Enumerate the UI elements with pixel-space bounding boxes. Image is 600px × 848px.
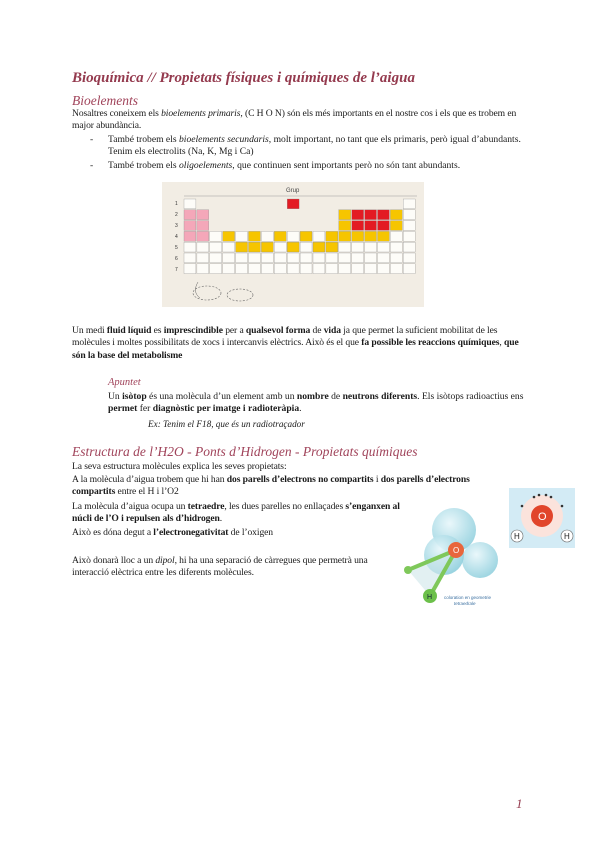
element-cell bbox=[378, 253, 390, 263]
element-cell bbox=[249, 264, 261, 274]
element-cell bbox=[261, 253, 273, 263]
element-cell bbox=[390, 210, 402, 220]
element-cell bbox=[274, 231, 286, 241]
element-cell bbox=[223, 231, 235, 241]
text-run: i bbox=[373, 474, 381, 485]
term-imprescindible: imprescindible bbox=[163, 325, 223, 336]
element-cell bbox=[390, 264, 402, 274]
element-cell bbox=[184, 199, 196, 209]
term-qualsevol-forma: qualsevol forma bbox=[245, 325, 311, 336]
element-cell bbox=[313, 253, 325, 263]
bullet-oligoelements bbox=[108, 160, 528, 172]
water-molecule-figure bbox=[398, 500, 510, 610]
term-enganxen: s’enganxen al núcli de l’O i repulsen als d’hidrogen bbox=[72, 501, 400, 525]
element-cell bbox=[261, 231, 273, 241]
period-label: 3 bbox=[175, 223, 178, 229]
period-label: 6 bbox=[175, 256, 178, 262]
term-fluid-liquid: fluid líquid bbox=[106, 325, 152, 336]
text-run: . Els isòtops radioactius ens bbox=[417, 391, 524, 402]
text-run: . bbox=[299, 403, 302, 415]
element-cell bbox=[403, 231, 415, 241]
text-run: entre el H i l’O2 bbox=[115, 486, 179, 498]
bullet-dash: - bbox=[90, 134, 94, 145]
paragraph-parells-electrons bbox=[72, 474, 512, 499]
term-oligoelements: oligoelements bbox=[179, 160, 233, 171]
element-cell bbox=[378, 264, 390, 274]
element-cell bbox=[300, 242, 312, 252]
element-cell bbox=[197, 253, 209, 263]
paragraph-tetraedre bbox=[72, 501, 402, 526]
element-cell bbox=[365, 253, 377, 263]
element-cell bbox=[403, 199, 415, 209]
text-run: es bbox=[151, 325, 164, 336]
term-compartits: dos parells d’electrons compartits bbox=[72, 474, 470, 498]
text-run: , (C H O N) són els més importants en el nostre cos i els que es trobem en major abundància. bbox=[72, 108, 517, 132]
example-f18: Ex: Tenim el F18, que és un radiotraçador bbox=[148, 419, 305, 429]
element-cell bbox=[223, 264, 235, 274]
section-heading-bioelements: Bioelements bbox=[72, 93, 138, 108]
element-cell bbox=[274, 264, 286, 274]
element-cell bbox=[261, 242, 273, 252]
element-cell bbox=[197, 231, 209, 241]
text-run: Això donarà lloc a un bbox=[72, 555, 156, 566]
element-cell bbox=[223, 253, 235, 263]
caption-line-2: tetraedrale bbox=[454, 601, 476, 606]
period-label: 5 bbox=[175, 245, 178, 251]
element-cell bbox=[352, 242, 364, 252]
text-run: fer bbox=[137, 403, 153, 415]
element-cell bbox=[249, 242, 261, 252]
element-cell bbox=[339, 242, 351, 252]
text-run: També trobem els bbox=[108, 134, 179, 145]
line-electronegativitat bbox=[72, 527, 402, 539]
text-run: , les dues parelles no enllaçades bbox=[224, 501, 346, 512]
element-cell bbox=[274, 242, 286, 252]
element-cell bbox=[326, 231, 338, 241]
element-cell bbox=[403, 242, 415, 252]
term-vida: vida bbox=[323, 325, 341, 336]
paragraph-dipol bbox=[72, 555, 402, 580]
term-dipol: dipol bbox=[155, 555, 175, 566]
element-cell bbox=[184, 264, 196, 274]
text-run: , que continuen sent importants però no són tant abundants. bbox=[232, 160, 461, 171]
text-run: de l’oxigen bbox=[228, 527, 273, 538]
element-cell bbox=[339, 221, 351, 231]
element-cell bbox=[184, 253, 196, 263]
element-cell bbox=[249, 253, 261, 263]
element-cell bbox=[390, 221, 402, 231]
element-cell bbox=[339, 231, 351, 241]
element-cell bbox=[261, 264, 273, 274]
element-cell bbox=[339, 210, 351, 220]
element-cell bbox=[197, 221, 209, 231]
term-electronegativitat: l’electronegativitat bbox=[153, 527, 229, 538]
element-cell bbox=[184, 210, 196, 220]
element-cell bbox=[236, 253, 248, 263]
element-cell bbox=[326, 242, 338, 252]
element-cell bbox=[300, 264, 312, 274]
term-bioelements-secundaris: bioelements secundaris bbox=[179, 134, 269, 145]
element-cell bbox=[390, 242, 402, 252]
term-no-compartits: dos parells d’electrons no compartits bbox=[226, 474, 374, 485]
element-cell bbox=[339, 264, 351, 274]
element-cell bbox=[365, 221, 377, 231]
page-title: Bioquímica // Propietats físiques i químiques de l’aigua bbox=[72, 70, 415, 86]
term-bioelements-primaris: bioelements primaris bbox=[161, 108, 241, 119]
element-cell bbox=[210, 264, 222, 274]
element-cell bbox=[249, 231, 261, 241]
element-cell bbox=[287, 199, 299, 209]
term-reaccions-quimiques: fa possible les reaccions químiques bbox=[361, 337, 500, 349]
oxygen-label: O bbox=[453, 546, 460, 555]
period-label: 2 bbox=[175, 212, 178, 218]
term-base-metabolisme: que són la base del metabolisme bbox=[72, 337, 519, 361]
element-cell bbox=[403, 221, 415, 231]
term-diagnostic: diagnòstic per imatge i radioteràpia bbox=[152, 403, 300, 415]
element-cell bbox=[300, 253, 312, 263]
element-cell bbox=[197, 242, 209, 252]
element-cell bbox=[326, 264, 338, 274]
period-label: 4 bbox=[175, 234, 178, 240]
text-run: de bbox=[310, 325, 324, 336]
element-cell bbox=[287, 231, 299, 241]
paragraph-medi-fluid bbox=[72, 325, 527, 362]
text-run: La molècula d’aigua ocupa un bbox=[72, 501, 188, 512]
element-cell bbox=[403, 264, 415, 274]
period-label: 7 bbox=[175, 267, 178, 273]
text-run: és una molècula d’un element amb un bbox=[146, 391, 297, 402]
element-cell bbox=[365, 210, 377, 220]
element-cell bbox=[210, 242, 222, 252]
element-cell bbox=[210, 253, 222, 263]
text-run: , molt important, no tant que els primaris, però igual d’abundants. Tenim els electrolits (Na, K, Mg i Ca) bbox=[108, 134, 521, 158]
term-neutrons-diferents: neutrons diferents bbox=[342, 391, 418, 402]
hydrogen-right-label: H bbox=[564, 532, 570, 541]
element-cell bbox=[352, 221, 364, 231]
bullet-secundaris bbox=[108, 134, 528, 159]
element-cell bbox=[236, 242, 248, 252]
element-cell bbox=[184, 221, 196, 231]
text-run: Nosaltres coneixem els bbox=[72, 108, 162, 119]
element-cell bbox=[378, 210, 390, 220]
page-number: 1 bbox=[516, 796, 523, 811]
element-cell bbox=[197, 210, 209, 220]
element-cell bbox=[339, 253, 351, 263]
element-cell bbox=[197, 264, 209, 274]
element-cell bbox=[403, 253, 415, 263]
element-cell bbox=[352, 210, 364, 220]
section-heading-estructura: Estructura de l’H2O - Ponts d’Hidrogen - Propietats químiques bbox=[72, 444, 418, 459]
text-run: També trobem els bbox=[108, 160, 179, 171]
paragraph-isotop bbox=[108, 391, 528, 416]
element-cell bbox=[313, 242, 325, 252]
text-run: de bbox=[328, 391, 343, 402]
element-cell bbox=[236, 264, 248, 274]
term-nombre: nombre bbox=[296, 391, 329, 402]
paragraph-bioelements-primaris bbox=[72, 108, 527, 133]
element-cell bbox=[390, 231, 402, 241]
text-run: Un bbox=[108, 391, 123, 402]
element-cell bbox=[236, 231, 248, 241]
hydrogen-label: H bbox=[427, 594, 433, 601]
text-run: A la molècula d’aigua trobem que hi han bbox=[72, 474, 227, 485]
element-cell bbox=[352, 253, 364, 263]
element-cell bbox=[403, 210, 415, 220]
text-run: Un medi bbox=[72, 325, 107, 336]
element-cell bbox=[287, 264, 299, 274]
element-cell bbox=[390, 253, 402, 263]
text-run: . bbox=[219, 513, 223, 525]
text-run: , hi ha una separació de càrregues que permetrà una interacció elèctrica entre les diferents molècules. bbox=[72, 555, 368, 579]
element-cell bbox=[184, 242, 196, 252]
element-cell bbox=[287, 242, 299, 252]
element-cell bbox=[184, 231, 196, 241]
text-run: ja que permet la suficient mobilitat de les molècules i moltes possibilitats de xocs i intercanvis elèctrics. Això és el que bbox=[72, 325, 498, 349]
group-label: Grup bbox=[286, 188, 300, 194]
element-cell bbox=[365, 264, 377, 274]
element-cell bbox=[274, 253, 286, 263]
element-cell bbox=[210, 231, 222, 241]
element-cell bbox=[378, 231, 390, 241]
element-cell bbox=[365, 231, 377, 241]
oxygen-label: O bbox=[538, 511, 547, 523]
period-label: 1 bbox=[175, 201, 178, 207]
term-tetraedre: tetraedre bbox=[187, 501, 225, 512]
text-run: , bbox=[499, 337, 504, 349]
element-cell bbox=[365, 242, 377, 252]
periodic-table-figure bbox=[162, 182, 424, 307]
element-cell bbox=[223, 242, 235, 252]
apuntet-heading: Apuntet bbox=[108, 377, 141, 388]
text-run: Això es dóna degut a bbox=[72, 527, 154, 538]
element-cell bbox=[313, 264, 325, 274]
element-cell bbox=[352, 264, 364, 274]
element-cell bbox=[378, 221, 390, 231]
element-cell bbox=[352, 231, 364, 241]
caption-line-1: coloration en geometrie bbox=[444, 595, 492, 600]
line-estructura: La seva estructura molècules explica les seves propietats: bbox=[72, 461, 287, 472]
term-permet: permet bbox=[108, 403, 138, 415]
bullet-dash: - bbox=[90, 160, 94, 171]
element-cell bbox=[326, 253, 338, 263]
element-cell bbox=[313, 231, 325, 241]
text-run: per a bbox=[222, 325, 246, 336]
dipole-figure bbox=[509, 488, 575, 548]
element-cell bbox=[300, 231, 312, 241]
hydrogen-left-label: H bbox=[514, 532, 520, 541]
element-cell bbox=[378, 242, 390, 252]
element-cell bbox=[287, 253, 299, 263]
term-isotop: isòtop bbox=[122, 391, 147, 402]
